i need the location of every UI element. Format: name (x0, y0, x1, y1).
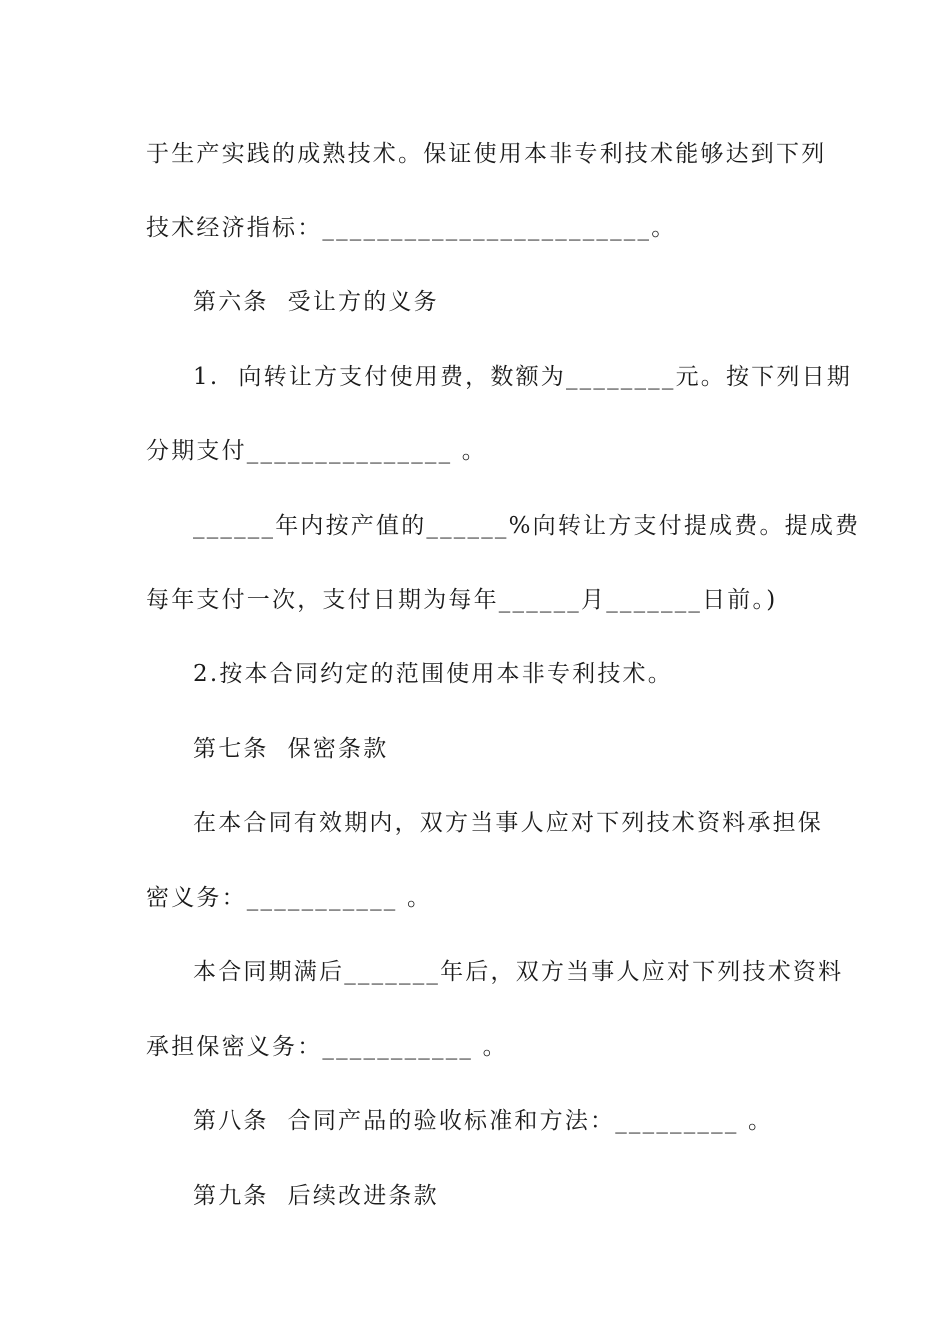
paragraph-line: 密义务：___________ 。 (146, 885, 433, 911)
article-heading-9: 第九条 后续改进条款 (193, 1183, 439, 1209)
article-heading-8: 第八条 合同产品的验收标准和方法：_________ 。 (193, 1108, 774, 1134)
paragraph-line: 承担保密义务：___________ 。 (146, 1034, 508, 1060)
paragraph-line: 2.按本合同约定的范围使用本非专利技术。 (193, 661, 673, 687)
article-heading-6: 第六条 受让方的义务 (193, 289, 439, 315)
paragraph-line: 本合同期满后_______年后，双方当事人应对下列技术资料 (193, 959, 844, 985)
paragraph-line: ______年内按产值的______%向转让方支付提成费。提成费 (193, 513, 861, 539)
paragraph-line: 于生产实践的成熟技术。保证使用本非专利技术能够达到下列 (146, 141, 827, 167)
paragraph-line: 每年支付一次，支付日期为每年______月_______日前。) (146, 587, 778, 613)
paragraph-line: 在本合同有效期内，双方当事人应对下列技术资料承担保 (193, 810, 823, 836)
article-heading-7: 第七条 保密条款 (193, 736, 389, 762)
paragraph-line: 分期支付_______________ 。 (146, 438, 488, 464)
paragraph-line: 1. 向转让方支付使用费，数额为________元。按下列日期 (193, 364, 852, 390)
paragraph-line: 技术经济指标：________________________。 (146, 215, 677, 241)
